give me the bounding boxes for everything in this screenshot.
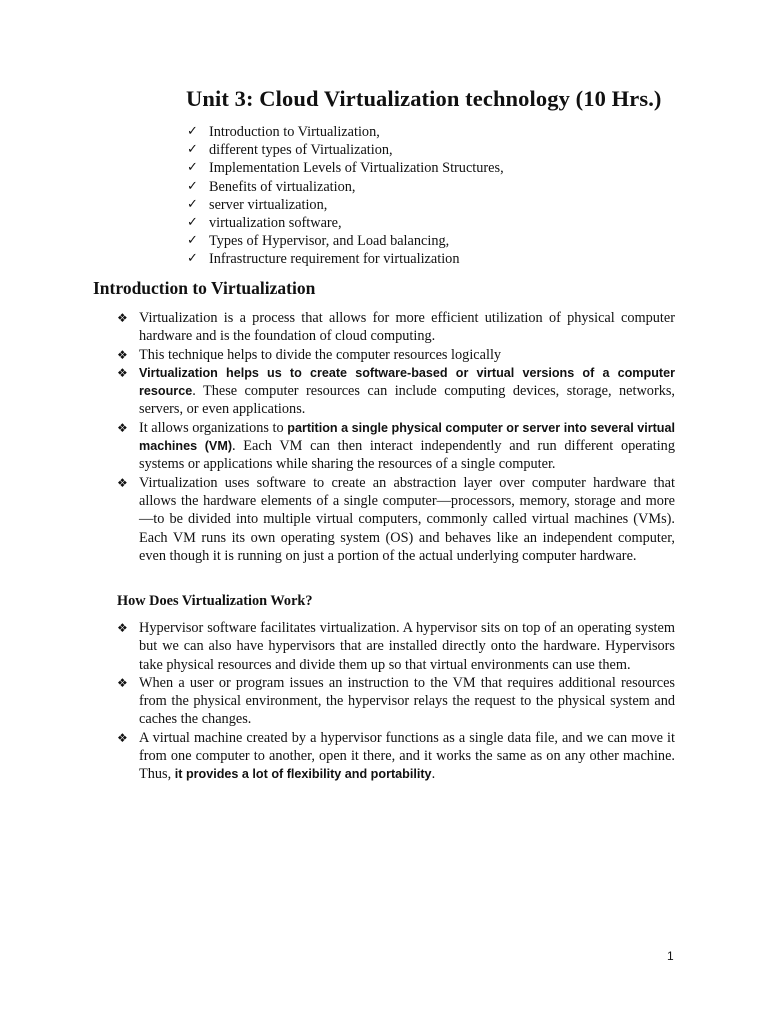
- section-heading-introduction: Introduction to Virtualization: [93, 278, 316, 298]
- diamond-bullet-icon: ❖: [117, 621, 128, 635]
- diamond-bullet-icon: ❖: [117, 730, 128, 745]
- topic-item: ✓ server virtualization,: [187, 196, 328, 213]
- topic-checklist: [187, 123, 504, 269]
- topic-item: ✓ different types of Virtualization,: [187, 142, 393, 159]
- list-item: ❖ It allows organizations to partition a single physical computer or server into several virtual machines (VM). Each VM can then interact independently and run different operating systems or applications while sharing the resources of a single computer.: [117, 419, 675, 473]
- list-item: ❖ This technique helps to divide the computer resources logically: [117, 346, 502, 363]
- list-item: ❖ When a user or program issues an instruction to the VM that requires additional resources from the physical environment, the hypervisor relays the request to the physical system and caches the changes.: [117, 674, 675, 728]
- topic-item: ✓ virtualization software,: [187, 215, 342, 232]
- check-icon: ✓: [187, 251, 198, 267]
- topic-item: ✓ Types of Hypervisor, and Load balancing,: [187, 233, 450, 250]
- topic-item: ✓ Implementation Levels of Virtualization Structures,: [187, 160, 504, 177]
- emphasis-text: partition a single physical computer or server into several virtual machines (VM): [139, 420, 675, 454]
- diamond-bullet-icon: ❖: [117, 311, 128, 325]
- check-icon: ✓: [187, 124, 198, 139]
- check-icon: ✓: [187, 178, 198, 194]
- list-item: ❖ Virtualization uses software to create an abstraction layer over computer hardware that allows the hardware elements of a single computer—processors, memory, storage and more—to be divided into multiple virtual computers, commonly called virtual machines (VMs). Each VM runs its own operating system (OS) and behaves like an independent computer, even though it is running on just a portion of the actual underlying computer hardware.: [117, 474, 675, 564]
- introduction-bullets: [117, 309, 675, 565]
- diamond-bullet-icon: ❖: [117, 420, 128, 435]
- subsection-heading-how: How Does Virtualization Work?: [117, 593, 313, 609]
- how-it-works-bullets: [117, 619, 675, 784]
- topic-item: ✓ Infrastructure requirement for virtualization: [187, 251, 460, 268]
- topic-item: ✓ Introduction to Virtualization,: [187, 124, 380, 140]
- diamond-bullet-icon: ❖: [117, 675, 128, 690]
- check-icon: ✓: [187, 215, 198, 231]
- list-item: ❖ Virtualization helps us to create software-based or virtual versions of a computer resource. These computer resources can include computing devices, storage, networks, servers, or even applications.: [117, 365, 675, 418]
- list-item: ❖ Virtualization is a process that allows for more efficient utilization of physical computer hardware and is the foundation of cloud computing.: [117, 310, 675, 345]
- list-item: ❖ Hypervisor software facilitates virtualization. A hypervisor sits on top of an operating system but we can also have hypervisors that are installed directly onto the hardware. Hypervisors take physical resources and divide them up so that virtual environments can use them.: [117, 620, 675, 673]
- check-icon: ✓: [187, 142, 198, 158]
- page-number: 1: [667, 949, 674, 963]
- check-icon: ✓: [187, 196, 198, 212]
- emphasis-text: it provides a lot of flexibility and portability: [174, 767, 432, 782]
- topic-item: ✓ Benefits of virtualization,: [187, 178, 356, 195]
- diamond-bullet-icon: ❖: [117, 475, 128, 490]
- emphasis-text: Virtualization helps us to create software-based or virtual versions of a computer resource: [139, 365, 675, 399]
- page-title: Unit 3: Cloud Virtualization technology (10 Hrs.): [186, 86, 662, 111]
- diamond-bullet-icon: ❖: [117, 365, 128, 380]
- check-icon: ✓: [187, 233, 198, 249]
- list-item: ❖ A virtual machine created by a hypervisor functions as a single data file, and we can move it from one computer to another, open it there, and it works the same as on any other machine. Thus, it provides a lot of flexibility and portability.: [117, 729, 675, 783]
- diamond-bullet-icon: ❖: [117, 347, 128, 362]
- check-icon: ✓: [187, 160, 198, 176]
